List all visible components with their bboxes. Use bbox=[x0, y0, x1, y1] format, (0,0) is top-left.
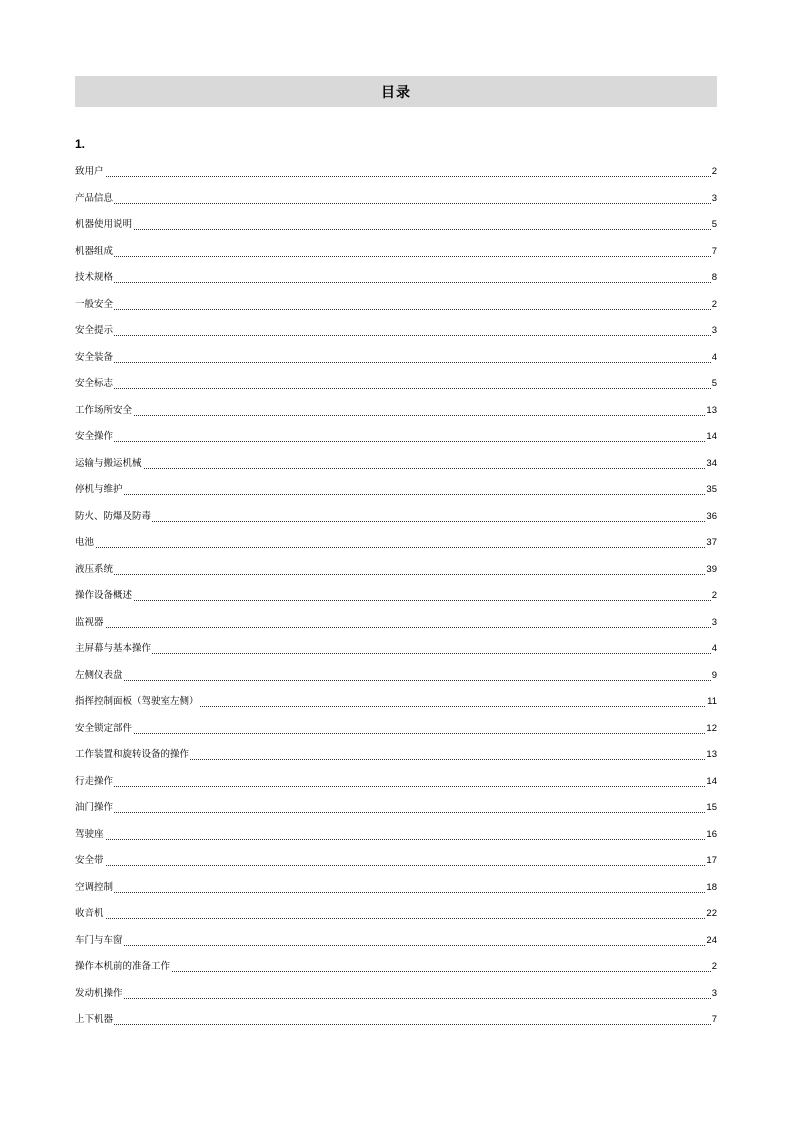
toc-entry[interactable] bbox=[75, 322, 717, 349]
dot-leader bbox=[75, 415, 717, 416]
dot-leader bbox=[75, 733, 717, 734]
toc-entry-label: 停机与维护 bbox=[75, 481, 124, 499]
dot-leader bbox=[75, 176, 717, 177]
toc-entry-page-number: 13 bbox=[705, 402, 717, 420]
toc-entry-page-number: 36 bbox=[705, 508, 717, 526]
toc-entry-page-number: 2 bbox=[711, 958, 717, 976]
toc-entry[interactable] bbox=[75, 349, 717, 376]
toc-entry[interactable] bbox=[75, 587, 717, 614]
toc-entry-label: 安全锁定部件 bbox=[75, 720, 133, 738]
toc-entry-label: 安全操作 bbox=[75, 428, 114, 446]
dot-leader bbox=[75, 547, 717, 548]
toc-entry-label: 操作本机前的准备工作 bbox=[75, 958, 171, 976]
toc-entry[interactable] bbox=[75, 693, 717, 720]
toc-entry[interactable] bbox=[75, 296, 717, 323]
toc-entry[interactable] bbox=[75, 402, 717, 429]
dot-leader bbox=[75, 918, 717, 919]
toc-entry[interactable] bbox=[75, 799, 717, 826]
toc-entry-label: 安全装备 bbox=[75, 349, 114, 367]
dot-leader bbox=[75, 1024, 717, 1025]
toc-entry-label: 安全带 bbox=[75, 852, 105, 870]
toc-entry-label: 产品信息 bbox=[75, 190, 114, 208]
toc-entry[interactable] bbox=[75, 269, 717, 296]
toc-entry-page-number: 22 bbox=[705, 905, 717, 923]
toc-entry-page-number: 16 bbox=[705, 826, 717, 844]
toc-entry[interactable] bbox=[75, 985, 717, 1012]
toc-entry-label: 行走操作 bbox=[75, 773, 114, 791]
toc-entry[interactable] bbox=[75, 852, 717, 879]
toc-entry-page-number: 4 bbox=[711, 349, 717, 367]
toc-entry-label: 安全标志 bbox=[75, 375, 114, 393]
toc-entry-page-number: 39 bbox=[705, 561, 717, 579]
dot-leader bbox=[75, 282, 717, 283]
dot-leader bbox=[75, 998, 717, 999]
toc-entry-label: 操作设备概述 bbox=[75, 587, 133, 605]
toc-entry[interactable] bbox=[75, 375, 717, 402]
toc-entry-page-number: 37 bbox=[705, 534, 717, 552]
toc-entry-page-number: 35 bbox=[705, 481, 717, 499]
toc-entry[interactable] bbox=[75, 190, 717, 217]
dot-leader bbox=[75, 812, 717, 813]
toc-entry-label: 收音机 bbox=[75, 905, 105, 923]
toc-entry[interactable] bbox=[75, 1011, 717, 1038]
toc-entry[interactable] bbox=[75, 243, 717, 270]
toc-entry-label: 一般安全 bbox=[75, 296, 114, 314]
toc-entry-label: 电池 bbox=[75, 534, 95, 552]
toc-entry-label: 机器组成 bbox=[75, 243, 114, 261]
toc-entry-label: 上下机器 bbox=[75, 1011, 114, 1029]
dot-leader bbox=[75, 335, 717, 336]
toc-entry-page-number: 14 bbox=[705, 428, 717, 446]
toc-list bbox=[75, 163, 717, 1038]
dot-leader bbox=[75, 653, 717, 654]
toc-entry-label: 液压系统 bbox=[75, 561, 114, 579]
toc-entry[interactable] bbox=[75, 720, 717, 747]
toc-entry-page-number: 9 bbox=[711, 667, 717, 685]
toc-entry-page-number: 13 bbox=[705, 746, 717, 764]
dot-leader bbox=[75, 839, 717, 840]
toc-entry-label: 主屏幕与基本操作 bbox=[75, 640, 152, 658]
toc-entry-page-number: 11 bbox=[706, 693, 717, 711]
dot-leader bbox=[75, 786, 717, 787]
dot-leader bbox=[75, 388, 717, 389]
dot-leader bbox=[75, 309, 717, 310]
toc-entry[interactable] bbox=[75, 826, 717, 853]
toc-entry-page-number: 18 bbox=[705, 879, 717, 897]
toc-entry-label: 安全提示 bbox=[75, 322, 114, 340]
toc-entry-label: 指挥控制面板（驾驶室左侧） bbox=[75, 693, 200, 711]
toc-entry-label: 防火、防爆及防毒 bbox=[75, 508, 152, 526]
toc-entry-page-number: 3 bbox=[711, 614, 717, 632]
toc-entry[interactable] bbox=[75, 905, 717, 932]
toc-entry[interactable] bbox=[75, 932, 717, 959]
toc-entry-page-number: 14 bbox=[705, 773, 717, 791]
toc-entry-label: 机器使用说明 bbox=[75, 216, 133, 234]
dot-leader bbox=[75, 627, 717, 628]
toc-entry-page-number: 12 bbox=[705, 720, 717, 738]
toc-entry-page-number: 3 bbox=[711, 322, 717, 340]
page-title: 目录 bbox=[381, 84, 411, 101]
dot-leader bbox=[75, 441, 717, 442]
toc-entry-page-number: 34 bbox=[705, 455, 717, 473]
dot-leader bbox=[75, 229, 717, 230]
toc-entry-label: 技术规格 bbox=[75, 269, 114, 287]
toc-entry-label: 油门操作 bbox=[75, 799, 114, 817]
toc-entry[interactable] bbox=[75, 614, 717, 641]
toc-entry-label: 工作装置和旋转设备的操作 bbox=[75, 746, 190, 764]
dot-leader bbox=[75, 600, 717, 601]
toc-entry[interactable] bbox=[75, 667, 717, 694]
toc-entry[interactable] bbox=[75, 428, 717, 455]
toc-entry-page-number: 7 bbox=[711, 243, 717, 261]
toc-entry[interactable] bbox=[75, 534, 717, 561]
dot-leader bbox=[75, 256, 717, 257]
dot-leader bbox=[75, 468, 717, 469]
dot-leader bbox=[75, 892, 717, 893]
toc-entry[interactable] bbox=[75, 561, 717, 588]
toc-entry-label: 工作场所安全 bbox=[75, 402, 133, 420]
toc-entry-page-number: 2 bbox=[711, 296, 717, 314]
toc-entry[interactable] bbox=[75, 958, 717, 985]
toc-entry-label: 空调控制 bbox=[75, 879, 114, 897]
toc-entry-page-number: 2 bbox=[711, 587, 717, 605]
dot-leader bbox=[75, 521, 717, 522]
toc-entry[interactable] bbox=[75, 879, 717, 906]
toc-entry[interactable] bbox=[75, 508, 717, 535]
toc-entry-page-number: 4 bbox=[711, 640, 717, 658]
toc-entry[interactable] bbox=[75, 163, 717, 190]
toc-entry-label: 驾驶座 bbox=[75, 826, 105, 844]
toc-entry[interactable] bbox=[75, 481, 717, 508]
toc-entry[interactable] bbox=[75, 746, 717, 773]
toc-entry-page-number: 2 bbox=[711, 163, 717, 181]
toc-entry[interactable] bbox=[75, 640, 717, 667]
dot-leader bbox=[75, 680, 717, 681]
dot-leader bbox=[75, 945, 717, 946]
toc-entry-page-number: 5 bbox=[711, 375, 717, 393]
toc-entry-label: 发动机操作 bbox=[75, 985, 124, 1003]
toc-entry-label: 运输与搬运机械 bbox=[75, 455, 143, 473]
dot-leader bbox=[75, 494, 717, 495]
toc-entry-label: 左侧仪表盘 bbox=[75, 667, 124, 685]
dot-leader bbox=[75, 362, 717, 363]
toc-entry-label: 致用户 bbox=[75, 163, 105, 181]
toc-entry-page-number: 7 bbox=[711, 1011, 717, 1029]
toc-entry-page-number: 3 bbox=[711, 985, 717, 1003]
dot-leader bbox=[75, 971, 717, 972]
toc-entry-page-number: 5 bbox=[711, 216, 717, 234]
toc-entry[interactable] bbox=[75, 216, 717, 243]
section-number: 1. bbox=[75, 137, 86, 151]
toc-entry-page-number: 15 bbox=[705, 799, 717, 817]
toc-entry-page-number: 17 bbox=[705, 852, 717, 870]
toc-entry[interactable] bbox=[75, 773, 717, 800]
toc-entry-page-number: 8 bbox=[711, 269, 717, 287]
dot-leader bbox=[75, 203, 717, 204]
dot-leader bbox=[75, 865, 717, 866]
toc-entry-page-number: 24 bbox=[705, 932, 717, 950]
dot-leader bbox=[75, 574, 717, 575]
toc-entry-page-number: 3 bbox=[711, 190, 717, 208]
toc-entry-label: 车门与车窗 bbox=[75, 932, 124, 950]
toc-entry[interactable] bbox=[75, 455, 717, 482]
toc-title-bar bbox=[75, 76, 717, 107]
toc-entry-label: 监视器 bbox=[75, 614, 105, 632]
